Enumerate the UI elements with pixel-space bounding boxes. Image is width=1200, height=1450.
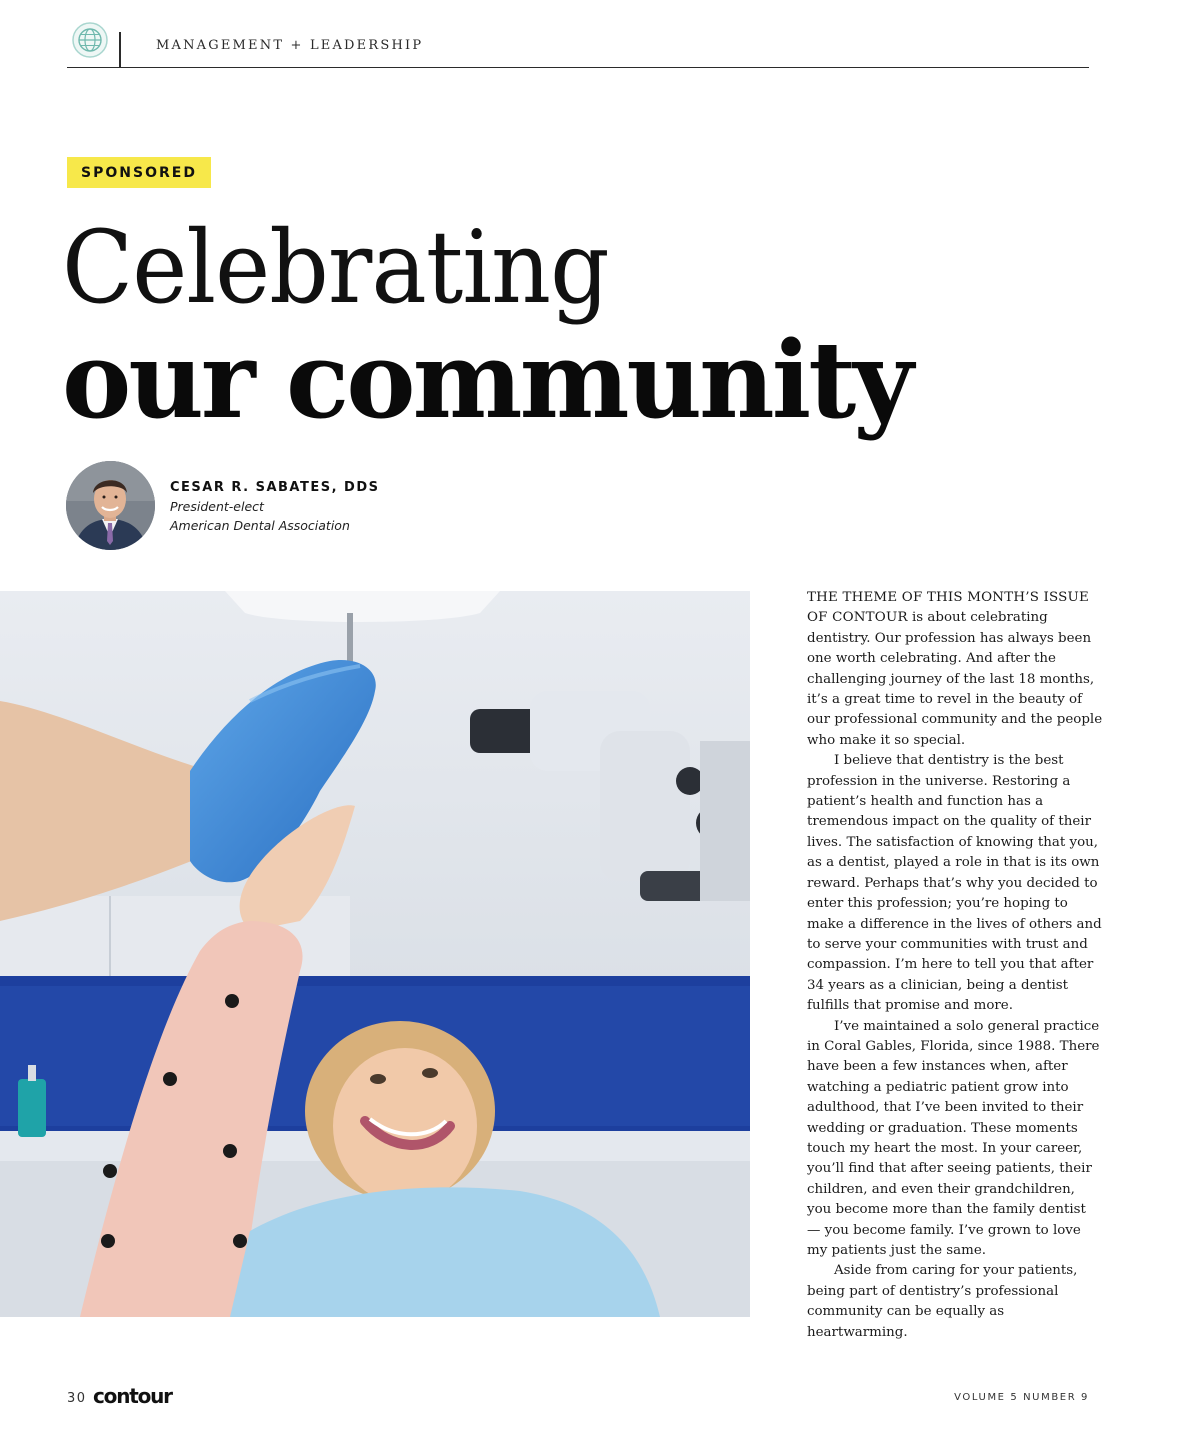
author-organization: American Dental Association bbox=[170, 518, 350, 533]
globe-icon bbox=[72, 22, 108, 58]
article-paragraph: I believe that dentistry is the best profession in the universe. Restoring a patient’s health and function has a tremendous impact on the quality of their lives. The satisfaction of knowing that you, as a dentist, played a role in that is its own reward. Perhaps that’s why you decided to enter this profession; you’re hoping to make a difference in the lives of others and to serve your communities with trust and compassion. I’m here to tell you that after 34 years as a clinician, being a dentist fulfills that promise and more. bbox=[807, 753, 1102, 1014]
section-label: MANAGEMENT + LEADERSHIP bbox=[156, 38, 424, 53]
article-paragraph: I’ve maintained a solo general practice in Coral Gables, Florida, since 1988. There have been a few instances when, after watching a pediatric patient grow into adulthood, that I’ve been invited to their wedding or graduation. These moments touch my heart the most. In your career, you’ll find that after seeing patients, their children, and even their grandchildren, you become more than the family dentist — you become family. I’ve grown to love my patients just the same. bbox=[807, 1018, 1100, 1258]
page-number: 30 bbox=[67, 1391, 87, 1406]
header-divider bbox=[119, 32, 121, 68]
article-body bbox=[807, 588, 1103, 1343]
section-header bbox=[67, 18, 1089, 68]
article-paragraph: Aside from caring for your patients, being part of dentistry’s professional community can be equally as heartwarming. bbox=[807, 1263, 1078, 1340]
brand-logo: contour bbox=[93, 1384, 172, 1408]
volume-label: VOLUME 5 NUMBER 9 bbox=[954, 1392, 1089, 1403]
paragraph-text: is about celebrating dentistry. Our profession has always been one worth celebrating. And after the challenging journey of the last 18 months, it’s a great time to revel in the beauty of our professional community and the people who make it so special. bbox=[807, 610, 1103, 748]
article-title-line1: Celebrating bbox=[62, 209, 609, 326]
author-name: CESAR R. SABATES, DDS bbox=[170, 480, 380, 495]
sponsored-badge: SPONSORED bbox=[67, 157, 211, 188]
article-paragraph bbox=[807, 588, 1103, 751]
author-avatar bbox=[66, 461, 155, 550]
lead-caps: THE THEME OF THIS MONTH’S ISSUE OF CONTOUR bbox=[807, 590, 1089, 626]
author-role: President-elect bbox=[170, 499, 264, 514]
feature-photo bbox=[0, 591, 750, 1317]
article-title-line2: our community bbox=[62, 317, 911, 442]
